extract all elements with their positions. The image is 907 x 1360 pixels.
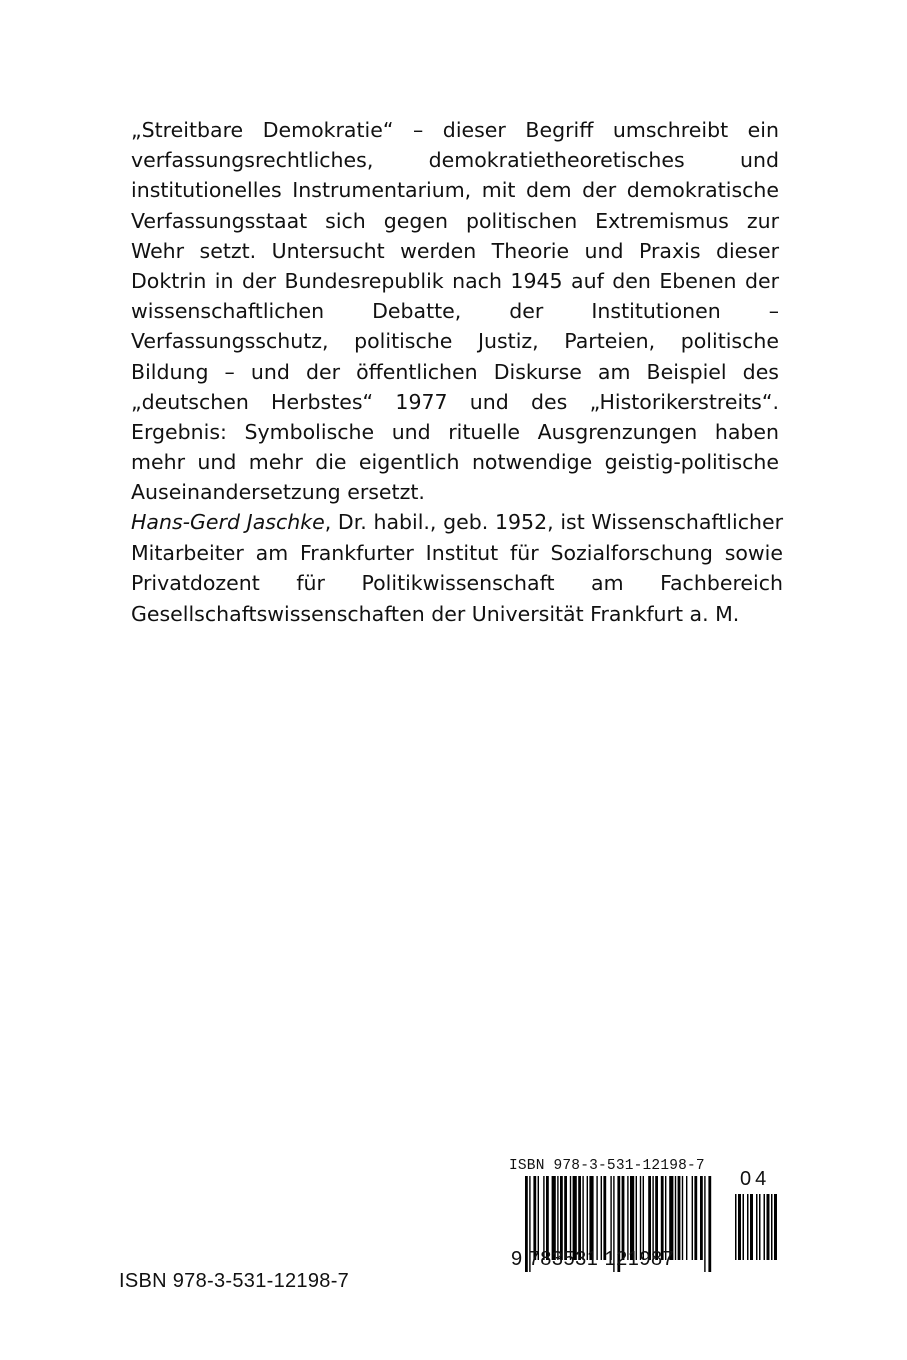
author-bio xyxy=(131,507,783,629)
barcode-bar xyxy=(743,1194,745,1260)
barcode-bar xyxy=(678,1176,681,1260)
isbn-number: ISBN 978-3-531-12198-7 xyxy=(119,1270,350,1292)
barcode-addon-digits: 04 xyxy=(740,1168,771,1190)
barcode-bar xyxy=(686,1176,687,1260)
barcode-bar xyxy=(764,1194,766,1260)
barcode-bar xyxy=(759,1194,761,1260)
barcode-bar xyxy=(771,1194,773,1260)
barcode-bar xyxy=(700,1176,703,1260)
barcode-bar xyxy=(704,1176,705,1272)
barcode-ean-digits: 9 783531 121987 xyxy=(511,1248,675,1270)
barcode-bar xyxy=(694,1176,697,1260)
author-name: Hans-Gerd Jaschke xyxy=(131,510,325,534)
barcode-bar xyxy=(747,1194,749,1260)
barcode-bar xyxy=(692,1176,693,1260)
isbn-barcode xyxy=(505,1158,780,1278)
barcode-bar xyxy=(774,1194,777,1260)
barcode-bar xyxy=(735,1194,737,1260)
barcode-bar xyxy=(750,1194,753,1260)
barcode-bar xyxy=(675,1176,676,1260)
barcode-bar xyxy=(708,1176,711,1272)
barcode-bar xyxy=(738,1194,741,1260)
blurb-text: „Streitbare Demokratie“ – dieser Begriff umschreibt ein verfassungsrechtliches, demokratietheoretisches und institutionelles Instrumentarium, mit dem der demokratische Verfassungsstaat sich gegen politischen Extremismus zur Wehr setzt. Untersucht werden Theorie und Praxis dieser Doktrin in der Bundesrepublik nach 1945 auf den Ebenen der wissenschaftlichen Debatte, der Institutionen – Verfassungsschutz, politische Justiz, Parteien, politische Bildung – und der öffentlichen Diskurse am Beispiel des „deutschen Herbstes“ 1977 und des „Historikerstreits“. Ergebnis: Symbolische und rituelle Ausgrenzungen haben mehr und mehr die eigentlich notwendige geistig-politische Auseinandersetzung ersetzt. xyxy=(131,118,779,505)
barcode-bar xyxy=(767,1194,770,1260)
barcode-bar xyxy=(682,1176,683,1260)
barcode-isbn-label: ISBN 978-3-531-12198-7 xyxy=(509,1158,705,1174)
author-bio-text: , Dr. habil., geb. 1952, ist Wissenschaftlicher Mitarbeiter am Frankfurter Institut für Sozialforschung sowie Privatdozent für Politikwissenschaft am Fachbereich Gesellschaftswissenschaften der Universität Frankfurt a. M. xyxy=(131,510,783,626)
barcode-bar xyxy=(756,1194,758,1260)
